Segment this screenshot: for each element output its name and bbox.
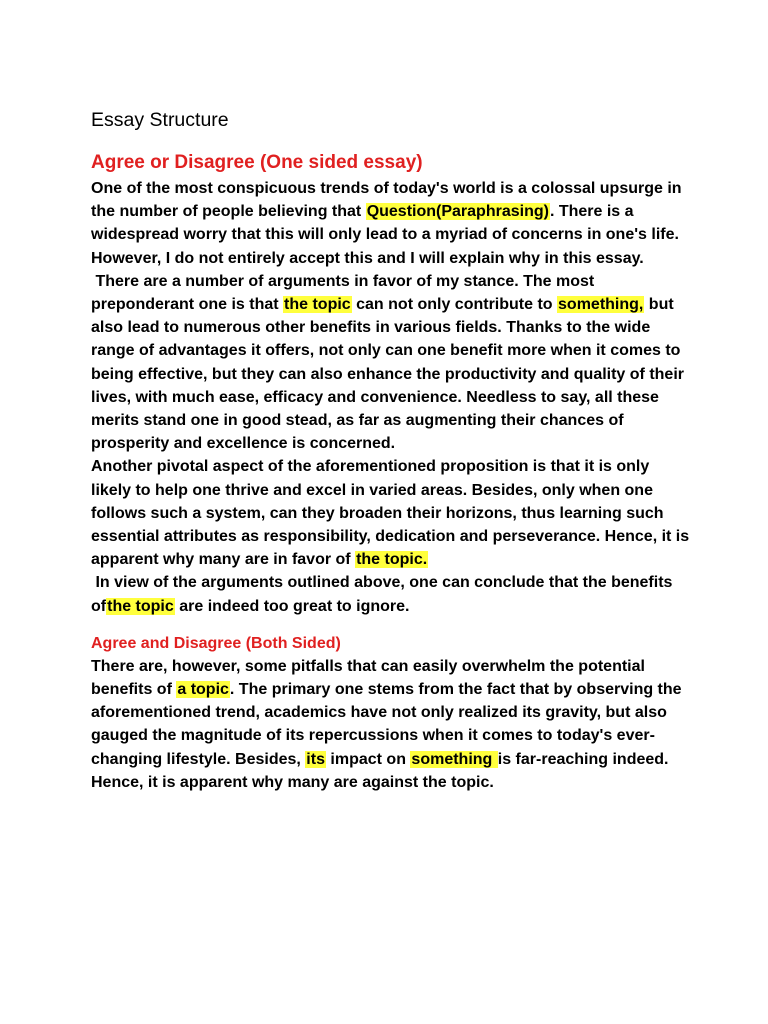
paragraph-argument-two — [91, 455, 694, 571]
text: Another pivotal aspect of the aforementioned proposition is that it is only likely to help one thrive and excel in varied areas. Besides, only when one follows such a system, can they broaden their horizons, thus learning such essential attributes as responsibility, dedication and perseverance. Hence, it is apparent why many are in favor of — [91, 458, 694, 569]
page-title: Essay Structure — [91, 109, 229, 131]
highlighted-text: a topic — [177, 681, 229, 699]
paragraph-conclusion — [91, 571, 691, 617]
text: are indeed too great to ignore. — [174, 597, 410, 615]
highlighted-text: the topic — [284, 296, 351, 314]
highlighted-text: its — [306, 750, 325, 768]
text: . The primary one stems from the fact that by observing the aforementioned trend, academics have not only realized its gravity, but also gauged the magnitude of its repercussions when it comes to today's ever-changing lifestyle. Besides, — [91, 681, 687, 768]
text: There are, however, some pitfalls that can easily overwhelm the potential benefits of — [91, 657, 650, 699]
text: can not only contribute to — [351, 296, 558, 314]
paragraph-counterargument — [91, 655, 691, 794]
essay-page — [91, 106, 694, 794]
section-heading-one-sided: Agree or Disagree (One sided essay) — [91, 152, 423, 173]
text: but also lead to numerous other benefits in various fields. Thanks to the wide range of advantages it offers, not only can one benefit more when it comes to being effective, but they can also enhance the productivity and quality of their lives, with much ease, efficacy and convenience. Needless to say, all these merits stand one in good stead, as far as augmenting their chances of prosperity and excellence is concerned. — [91, 296, 689, 453]
text: . There is a widespread worry that this will only lead to a myriad of concerns in one's life. However, I do not entirely accept this and I will explain why in this essay. — [91, 203, 684, 267]
text: In view of the arguments outlined above, one can conclude that the benefits of — [91, 574, 677, 615]
highlighted-text: something, — [558, 296, 644, 314]
highlighted-text: the topic — [107, 597, 174, 615]
section-heading-both-sided: Agree and Disagree (Both Sided) — [91, 634, 341, 652]
paragraph-argument-one — [91, 270, 691, 456]
highlighted-text: the topic. — [356, 551, 428, 569]
text: impact on — [325, 750, 411, 768]
highlighted-text: Question(Paraphrasing) — [366, 203, 549, 221]
paragraph-introduction — [91, 177, 691, 270]
text: One of the most conspicuous trends of today's world is a colossal upsurge in the number of people believing that — [91, 180, 687, 221]
text: There are a number of arguments in favor of my stance. The most preponderant one is that — [91, 272, 599, 314]
highlighted-text: something — [411, 750, 497, 768]
text: is far-reaching indeed. Hence, it is apparent why many are against the topic. — [91, 750, 673, 791]
